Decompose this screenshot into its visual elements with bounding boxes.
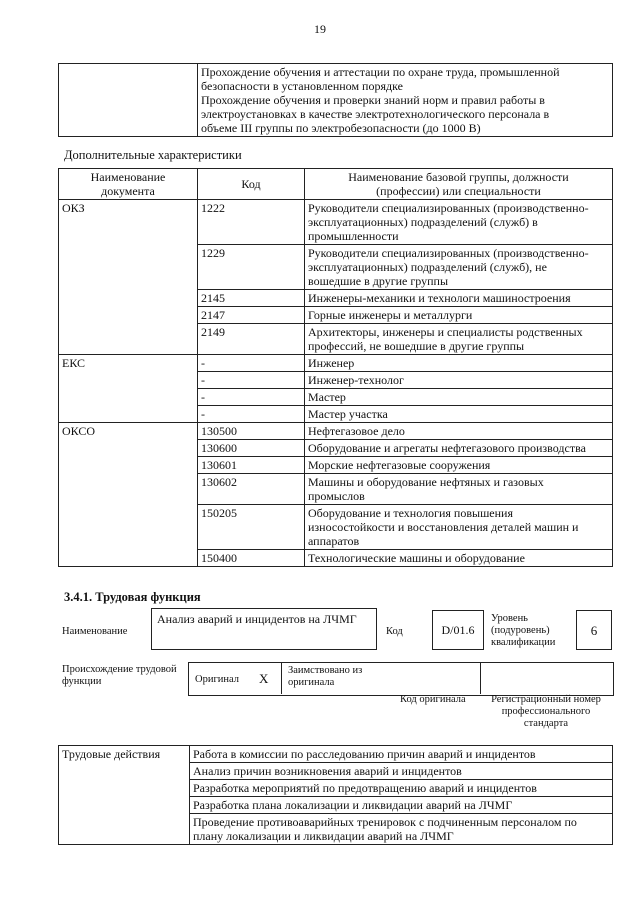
original-label: Оригинал xyxy=(195,674,239,685)
table-row xyxy=(59,355,613,372)
doc-okz: ОКЗ xyxy=(59,200,198,355)
name-cell: Мастер участка xyxy=(305,406,613,423)
top-qualification-table xyxy=(58,63,613,137)
requirement-line: объеме III группы по электробезопасности (до 1000 В) xyxy=(201,121,481,135)
level-box xyxy=(576,610,612,650)
requirement-line: безопасности в установленном порядке xyxy=(201,79,403,93)
code-cell: 150205 xyxy=(198,505,305,550)
action-item: Проведение противоаварийных тренировок с подчиненным персоналом по плану локализации и ликвидации аварий на ЛЧМГ xyxy=(190,814,613,845)
requirement-line: электроустановках в качестве электротехнологического персонала в xyxy=(201,107,550,121)
name-cell: Оборудование и технология повышения износостойкости и восстановления деталей машин и аппаратов xyxy=(305,505,613,550)
actions-label: Трудовые действия xyxy=(59,746,190,845)
doc-okso: ОКСО xyxy=(59,423,198,567)
name-cell: Нефтегазовое дело xyxy=(305,423,613,440)
additional-heading: Дополнительные характеристики xyxy=(64,148,242,162)
code-cell: - xyxy=(198,372,305,389)
action-item: Работа в комиссии по расследованию причин аварий и инцидентов xyxy=(190,746,613,763)
name-cell: Архитекторы, инженеры и специалисты родственных профессий, не вошедшие в другие группы xyxy=(305,324,613,355)
table-row xyxy=(59,746,613,763)
name-cell: Руководители специализированных (производственно- эксплуатационных) подразделений (служб) в промышленности xyxy=(305,200,613,245)
code-cell: 130600 xyxy=(198,440,305,457)
action-item: Анализ причин возникновения аварий и инцидентов xyxy=(190,763,613,780)
reg-number-label: Регистрационный номер профессионального стандарта xyxy=(491,694,601,729)
code-cell: 130602 xyxy=(198,474,305,505)
header-name: Наименование базовой группы, должности (профессии) или специальности xyxy=(305,169,613,200)
origin-divider xyxy=(281,662,282,694)
code-box xyxy=(432,610,484,650)
origin-row-box xyxy=(188,662,614,696)
table-row xyxy=(59,64,613,137)
code-cell: 1229 xyxy=(198,245,305,290)
code-cell: 1222 xyxy=(198,200,305,245)
borrowed-label: Заимствовано из оригинала xyxy=(288,665,363,688)
doc-eks: ЕКС xyxy=(59,355,198,423)
name-cell: Машины и оборудование нефтяных и газовых промыслов xyxy=(305,474,613,505)
action-item: Разработка мероприятий по предотвращению аварий и инцидентов xyxy=(190,780,613,797)
labor-actions-table xyxy=(58,745,613,845)
page-number: 19 xyxy=(314,22,326,36)
code-cell: 2145 xyxy=(198,290,305,307)
name-cell: Технологические машины и оборудование xyxy=(305,550,613,567)
requirement-line: Прохождение обучения и аттестации по охране труда, промышленной xyxy=(201,65,560,79)
level-value: 6 xyxy=(590,623,598,638)
name-cell: Горные инженеры и металлурги xyxy=(305,307,613,324)
name-cell: Инженер-технолог xyxy=(305,372,613,389)
code-cell: 2149 xyxy=(198,324,305,355)
name-cell: Мастер xyxy=(305,389,613,406)
table-header-row xyxy=(59,169,613,200)
code-cell: 150400 xyxy=(198,550,305,567)
requirement-line: Прохождение обучения и проверки знаний норм и правил работы в xyxy=(201,93,545,107)
name-cell: Инженеры-механики и технологи машиностроения xyxy=(305,290,613,307)
origin-label: Происхождение трудовой функции xyxy=(62,664,177,687)
name-cell: Руководители специализированных (производственно- эксплуатационных) подразделений (служб), не вошедшие в другие группы xyxy=(305,245,613,290)
code-cell: 130500 xyxy=(198,423,305,440)
code-value: D/01.6 xyxy=(441,623,475,637)
code-label: Код xyxy=(386,626,403,637)
code-cell: - xyxy=(198,355,305,372)
code-cell: - xyxy=(198,389,305,406)
table-cell-empty xyxy=(59,64,198,137)
code-cell: 2147 xyxy=(198,307,305,324)
name-label: Наименование xyxy=(62,626,128,637)
name-cell: Инженер xyxy=(305,355,613,372)
function-name-box xyxy=(151,608,377,650)
table-row xyxy=(59,423,613,440)
code-cell: 130601 xyxy=(198,457,305,474)
code-cell: - xyxy=(198,406,305,423)
level-label: Уровень (подуровень) квалификации xyxy=(491,613,556,648)
original-mark: X xyxy=(259,671,269,686)
function-name-value: Анализ аварий и инцидентов на ЛЧМГ xyxy=(157,612,357,626)
requirements-cell xyxy=(198,64,613,137)
name-cell: Оборудование и агрегаты нефтегазового производства xyxy=(305,440,613,457)
header-document: Наименование документа xyxy=(59,169,198,200)
header-code: Код xyxy=(198,169,305,200)
table-row xyxy=(59,200,613,245)
additional-characteristics-table xyxy=(58,168,613,567)
code-original-label: Код оригинала xyxy=(400,694,466,705)
action-item: Разработка плана локализации и ликвидации аварий на ЛЧМГ xyxy=(190,797,613,814)
name-cell: Морские нефтегазовые сооружения xyxy=(305,457,613,474)
origin-divider xyxy=(480,662,481,694)
function-heading: 3.4.1. Трудовая функция xyxy=(64,590,201,604)
